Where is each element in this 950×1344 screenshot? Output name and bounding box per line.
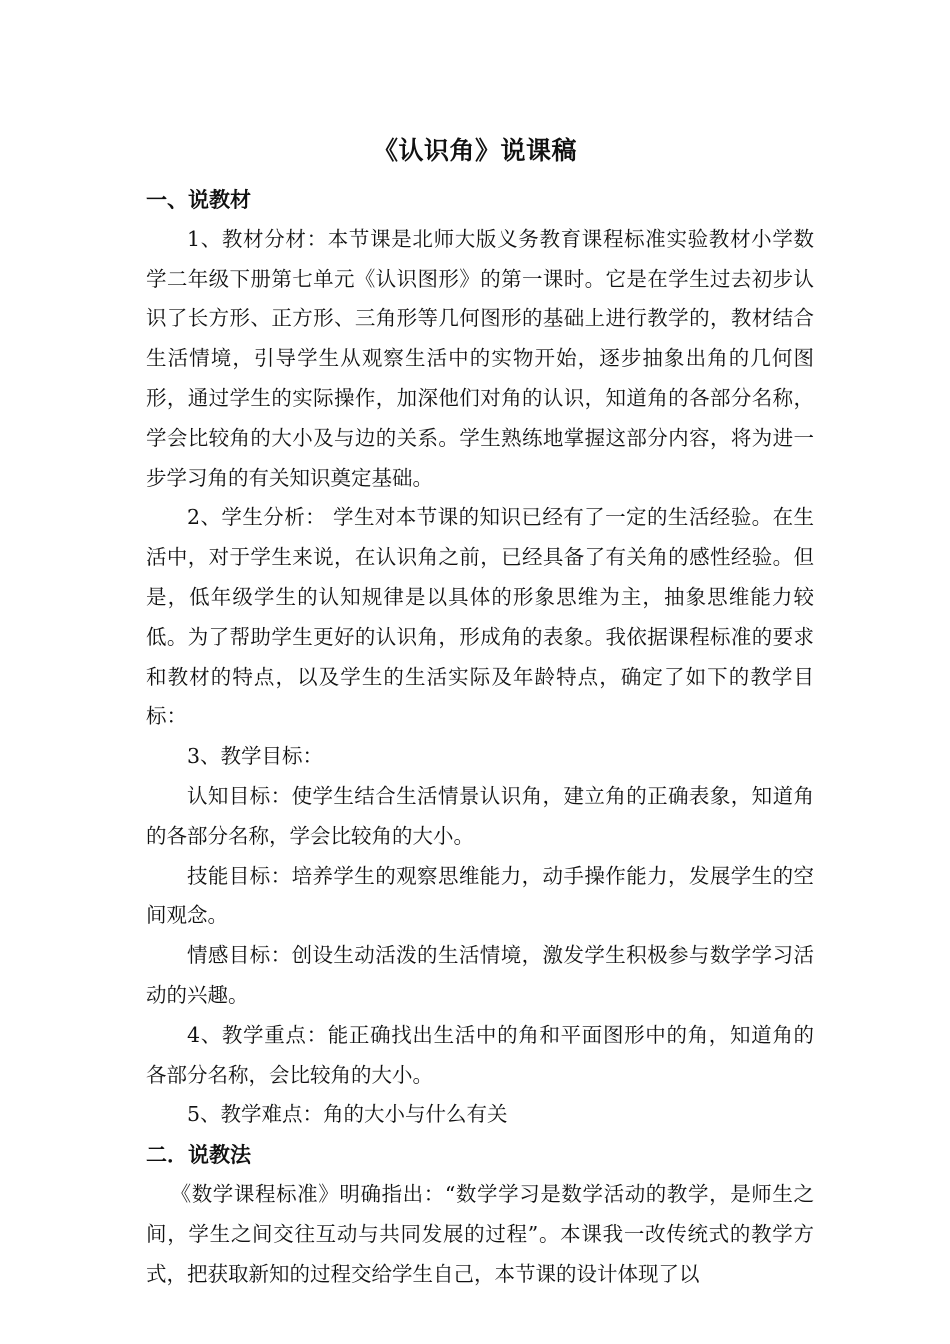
paragraph-curriculum-standard: 《数学课程标准》明确指出：“数学学习是数学活动的教学，是师生之间，学生之间交往互动与共同发展的过程”。本课我一改传统式的教学方式，把获取新知的过程交给学生自己，本节课的设计体现了以 [146,1181,814,1286]
document-title: 《认识角》说课稿 [372,136,577,165]
paragraph-student-analysis: 2、学生分析： 学生对本节课的知识已经有了一定的生活经验。在生活中，对于学生来说，在认识角之前，已经具备了有关角的感性经验。但是，低年级学生的认知规律是以具体的形象思维为主，抽象思维能力较低。为了帮助学生更好的认识角，形成角的表象。我依据课程标准的要求和教材的特点，以及学生的生活实际及年龄特点，确定了如下的教学目标： [146,505,814,729]
paragraph-textbook-analysis: 1、教材分材：本节课是北师大版义务教育课程标准实验教材小学数学二年级下册第七单元《认识图形》的第一课时。它是在学生过去初步认识了长方形、正方形、三角形等几何图形的基础上进行教学的，教材结合生活情境，引导学生从观察生活中的实物开始，逐步抽象出角的几何图形，通过学生的实际操作，加深他们对角的认识，知道角的各部分名称，学会比较角的大小及与边的关系。学生熟练地掌握这部分内容，将为进一步学习角的有关知识奠定基础。 [146,226,814,490]
paragraph-difficulties: 5、教学难点：角的大小与什么有关 [187,1102,508,1127]
paragraph-skill-goal: 技能目标：培养学生的观察思维能力，动手操作能力，发展学生的空间观念。 [146,863,814,928]
paragraph-cognitive-goal: 认知目标：使学生结合生活情景认识角，建立角的正确表象，知道角的各部分名称，学会比较角的大小。 [146,783,814,848]
document-body [146,180,814,1294]
paragraph-teaching-goals: 3、教学目标： [187,744,324,769]
section-heading-textbook: 一、说教材 [146,187,251,212]
paragraph-key-points: 4、教学重点：能正确找出生活中的角和平面图形中的角，知道角的各部分名称，会比较角的大小。 [146,1022,814,1087]
section-heading-teaching-method: 二．说教法 [146,1142,251,1168]
paragraph-emotion-goal: 情感目标：创设生动活泼的生活情境，激发学生积极参与数学学习活动的兴趣。 [146,943,814,1007]
